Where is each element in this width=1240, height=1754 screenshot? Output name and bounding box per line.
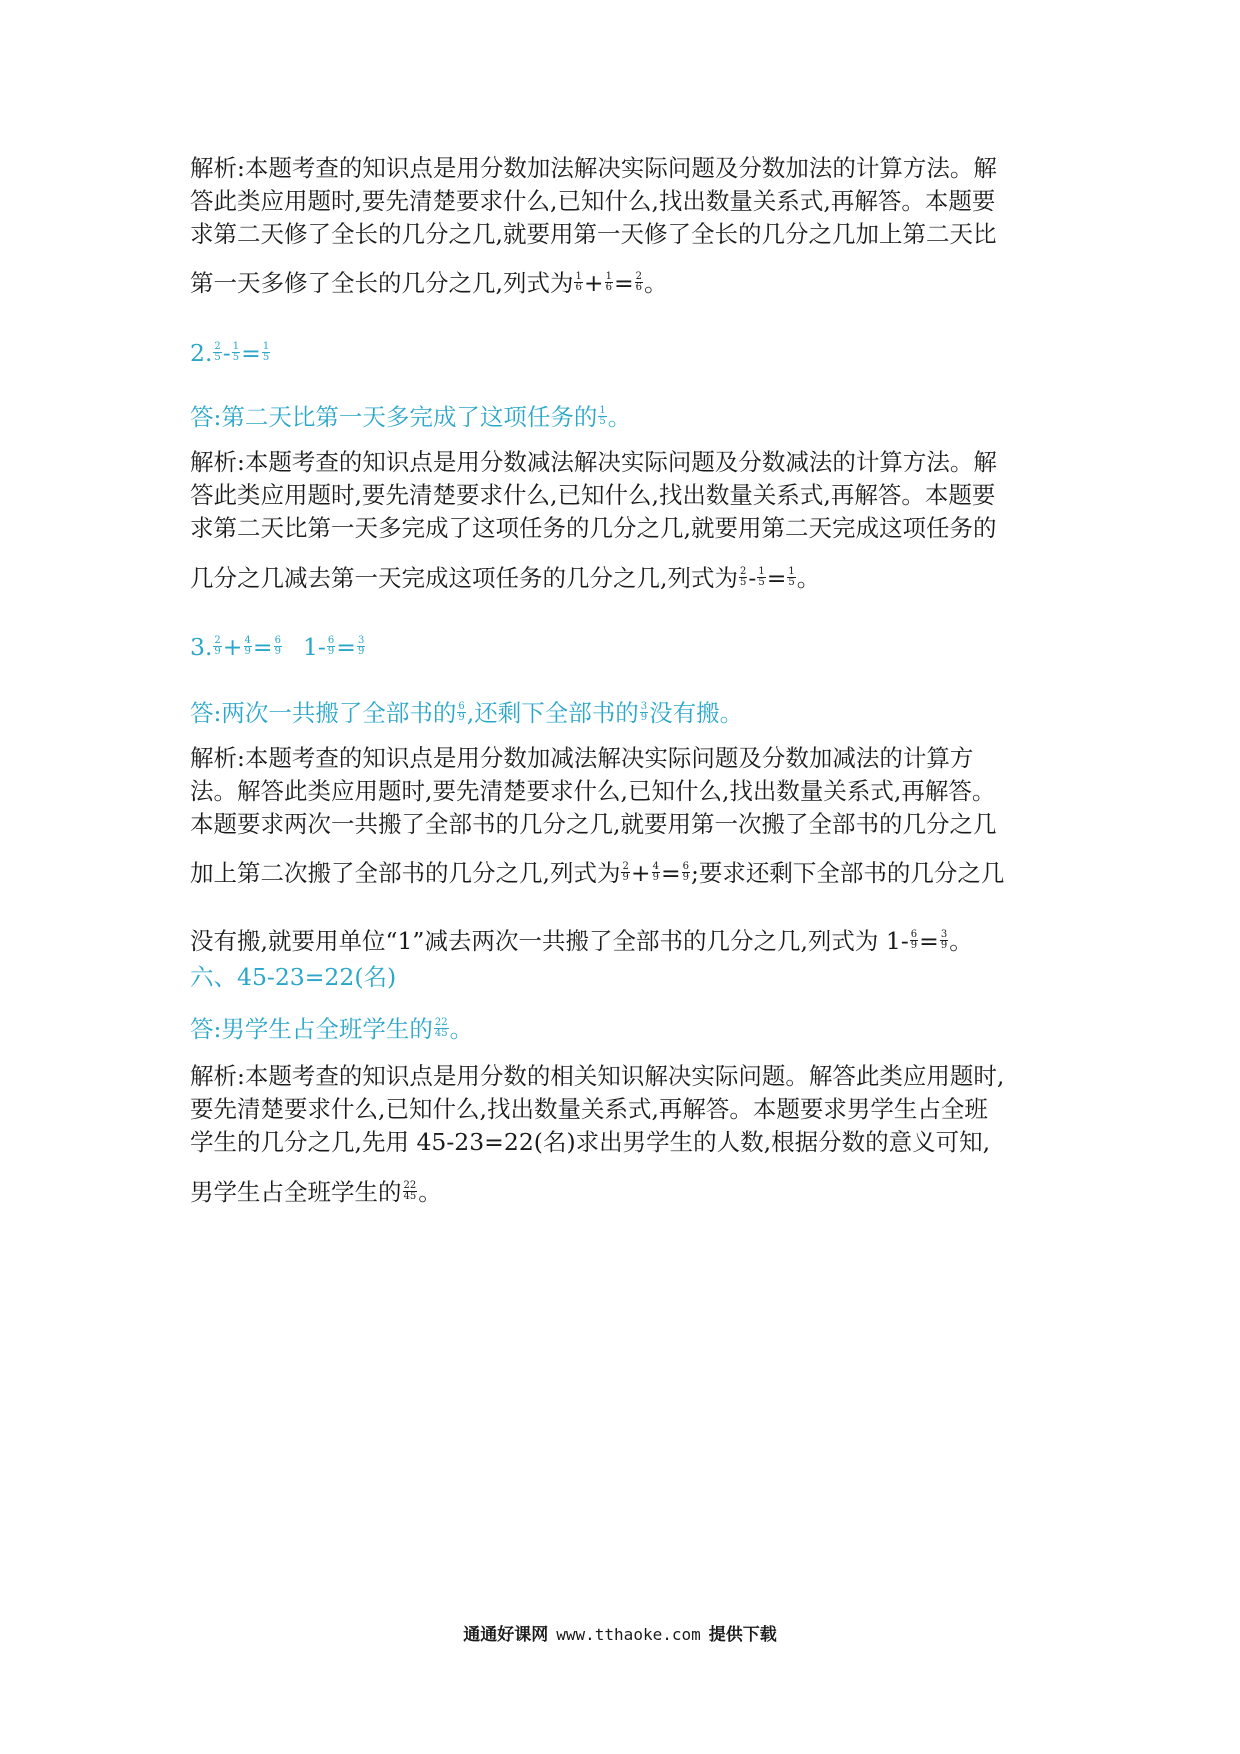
analysis-line: 解析:本题考查的知识点是用分数加减法解决实际问题及分数加减法的计算方 bbox=[190, 744, 974, 772]
q6-formula: 六、45-23=22(名) bbox=[190, 963, 397, 991]
fraction: $\frac{3}{9}$ bbox=[940, 929, 948, 951]
q3-analysis-formula-line-2: 没有搬,就要用单位“1”减去两次一共搬了全部书的几分之几,列式为 1- $\frac{6}{9}$ = $\frac{3}{9}$ 。 bbox=[190, 927, 973, 955]
analysis-line: 答此类应用题时,要先清楚要求什么,已知什么,找出数量关系式,再解答。本题要 bbox=[190, 481, 996, 509]
q6-analysis-conclusion: 男学生占全班学生的 $\frac{22}{45}$ 。 bbox=[190, 1178, 442, 1206]
q3-analysis-formula-line-1: 加上第二次搬了全部书的几分之几,列式为 $\frac{2}{9}$ + $\frac{4}{9}$ = $\frac{6}{9}$ ;要求还剩下全部书的几分之几 bbox=[190, 859, 1005, 887]
fraction: $\frac{1}{5}$ bbox=[758, 566, 765, 588]
fraction: $\frac{1}{5}$ bbox=[788, 566, 795, 588]
fraction: $\frac{3}{9}$ bbox=[357, 635, 365, 657]
fraction: $\frac{6}{9}$ bbox=[682, 861, 690, 883]
fraction: $\frac{22}{45}$ bbox=[434, 1017, 448, 1039]
analysis-line: 要先清楚要求什么,已知什么,找出数量关系式,再解答。本题要求男学生占全班 bbox=[190, 1095, 988, 1123]
q1-analysis-formula-line: 第一天多修了全长的几分之几,列式为 $\frac{1}{6}$ + $\frac{1}{6}$ = $\frac{2}{6}$ 。 bbox=[190, 269, 668, 297]
footer-site-name: 通通好课网 bbox=[463, 1625, 549, 1645]
q1-analysis bbox=[190, 152, 1060, 251]
q3-formula: 3. $\frac{2}{9}$ + $\frac{4}{9}$ = $\frac{6}{9}$ 1- $\frac{6}{9}$ = $\frac{3}{9}$ bbox=[190, 633, 365, 661]
fraction: $\frac{4}{9}$ bbox=[652, 861, 659, 883]
analysis-line: 解析:本题考查的知识点是用分数的相关知识解决实际问题。解答此类应用题时, bbox=[190, 1062, 1005, 1090]
q2-answer: 答:第二天比第一天多完成了这项任务的 $\frac{1}{5}$ 。 bbox=[190, 403, 632, 431]
fraction: $\frac{1}{5}$ bbox=[599, 405, 606, 427]
fraction: $\frac{1}{5}$ bbox=[262, 341, 270, 363]
footer-url[interactable]: www.tthaoke.com bbox=[556, 1625, 701, 1644]
analysis-line: 本题要求两次一共搬了全部书的几分之几,就要用第一次搬了全部书的几分之几 bbox=[190, 810, 997, 838]
fraction: $\frac{2}{9}$ bbox=[622, 861, 629, 883]
analysis-line: 解析:本题考查的知识点是用分数减法解决实际问题及分数减法的计算方法。解 bbox=[190, 448, 997, 476]
q2-formula: 2. $\frac{2}{5}$ - $\frac{1}{5}$ = $\frac{1}{5}$ bbox=[190, 339, 270, 367]
analysis-line: 求第二天比第一天多完成了这项任务的几分之几,就要用第二天完成这项任务的 bbox=[190, 514, 997, 542]
fraction: $\frac{6}{9}$ bbox=[274, 635, 281, 657]
page-footer bbox=[0, 1620, 1240, 1645]
analysis-line: 法。解答此类应用题时,要先清楚要求什么,已知什么,找出数量关系式,再解答。 bbox=[190, 777, 996, 805]
q2-analysis bbox=[190, 446, 1060, 545]
analysis-line: 学生的几分之几,先用 45-23=22(名)求出男学生的人数,根据分数的意义可知, bbox=[190, 1128, 991, 1156]
analysis-line: 解析:本题考查的知识点是用分数加法解决实际问题及分数加法的计算方法。解 bbox=[190, 154, 997, 182]
footer-tagline: 提供下载 bbox=[708, 1625, 777, 1645]
fraction: $\frac{2}{9}$ bbox=[214, 635, 221, 657]
fraction: $\frac{1}{6}$ bbox=[605, 271, 612, 293]
analysis-line: 答此类应用题时,要先清楚要求什么,已知什么,找出数量关系式,再解答。本题要 bbox=[190, 187, 996, 215]
fraction: $\frac{4}{9}$ bbox=[244, 635, 251, 657]
analysis-line: 求第二天修了全长的几分之几,就要用第一天修了全长的几分之几加上第二天比 bbox=[190, 220, 997, 248]
q3-analysis bbox=[190, 742, 1060, 841]
q6-analysis bbox=[190, 1060, 1060, 1159]
fraction: $\frac{1}{6}$ bbox=[575, 271, 582, 293]
fraction: $\frac{2}{5}$ bbox=[214, 341, 221, 363]
fraction: $\frac{6}{9}$ bbox=[910, 929, 918, 951]
fraction: $\frac{2}{5}$ bbox=[739, 566, 747, 588]
fraction: $\frac{6}{9}$ bbox=[327, 635, 335, 657]
q6-answer: 答:男学生占全班学生的 $\frac{22}{45}$ 。 bbox=[190, 1015, 474, 1043]
fraction: $\frac{3}{9}$ bbox=[640, 701, 648, 723]
fraction: $\frac{22}{45}$ bbox=[403, 1180, 417, 1202]
q2-analysis-formula-line: 几分之几减去第一天完成这项任务的几分之几,列式为 $\frac{2}{5}$ - $\frac{1}{5}$ = $\frac{1}{5}$ 。 bbox=[190, 564, 821, 592]
fraction: $\frac{2}{6}$ bbox=[635, 271, 643, 293]
q3-answer: 答:两次一共搬了全部书的 $\frac{6}{9}$ ,还剩下全部书的 $\frac{3}{9}$ 没有搬。 bbox=[190, 699, 744, 727]
fraction: $\frac{1}{5}$ bbox=[232, 341, 240, 363]
fraction: $\frac{6}{9}$ bbox=[458, 701, 465, 723]
